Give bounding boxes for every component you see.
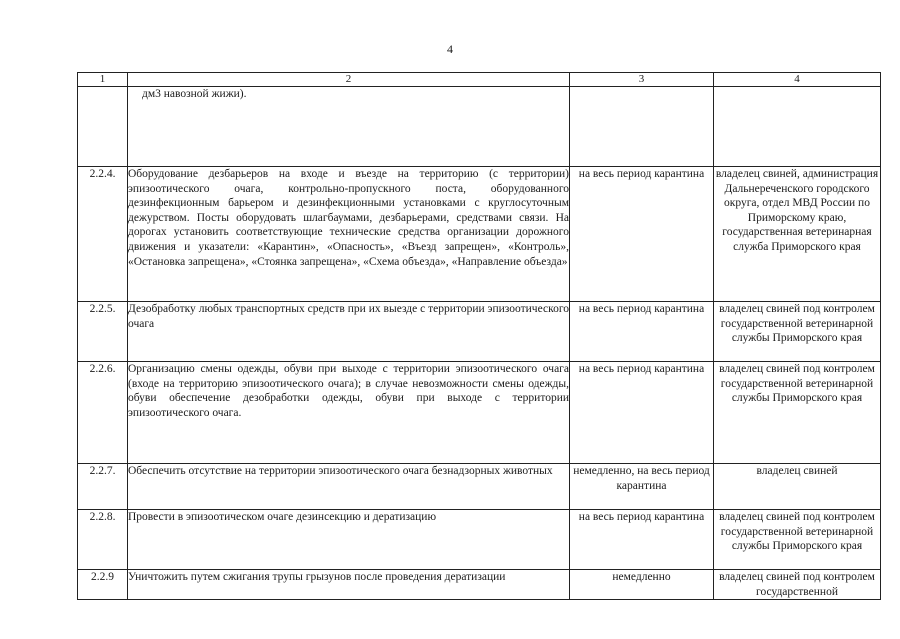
table-row: [78, 362, 881, 464]
table-row: [78, 464, 881, 510]
term-cell: на весь период карантина: [570, 510, 714, 570]
page-number: 4: [447, 42, 453, 56]
table-row: [78, 302, 881, 362]
row-number: 2.2.5.: [78, 302, 128, 362]
table-row: [78, 167, 881, 302]
row-number: 2.2.8.: [78, 510, 128, 570]
table-row: [78, 87, 881, 167]
term-cell: немедленно: [570, 570, 714, 600]
term-cell: на весь период карантина: [570, 167, 714, 302]
row-number: 2.2.6.: [78, 362, 128, 464]
table-row: [78, 510, 881, 570]
row-number: 2.2.9: [78, 570, 128, 600]
responsible-cell: владелец свиней: [714, 464, 881, 510]
measure-text: Уничтожить путем сжигания трупы грызунов после проведения дератизации: [128, 570, 570, 600]
responsible-cell: владелец свиней, администрация Дальнереченского городского округа, отдел МВД России по Приморскому краю, государственная ветеринарная служба Приморского края: [714, 167, 881, 302]
header-row: [78, 73, 881, 87]
row-number: 2.2.4.: [78, 167, 128, 302]
measure-text: Провести в эпизоотическом очаге дезинсекцию и дератизацию: [128, 510, 570, 570]
continued-text: дм3 навозной жижи).: [142, 88, 247, 100]
measure-text: [128, 87, 570, 167]
table-row: [78, 570, 881, 600]
responsible-cell: владелец свиней под контролем государственной ветеринарной службы Приморского края: [714, 302, 881, 362]
term-cell: на весь период карантина: [570, 302, 714, 362]
header-cell-1: 1: [78, 73, 128, 87]
responsible-cell: владелец свиней под контролем государственной ветеринарной службы Приморского края: [714, 362, 881, 464]
measure-text: Оборудование дезбарьеров на входе и въезде на территорию (с территории) эпизоотического очага, контрольно-пропускного поста, оборудованного дезинфекционным барьером и дезинфекционными установками с круглосуточным дежурством. Посты оборудовать шлагбаумами, дезбарьерами, средствами связи. На дорогах установить соответствующие технические средства организации дорожного движения и указатели: «Карантин», «Опасность», «Въезд запрещен», «Контроль», «Остановка запрещена», «Стоянка запрещена», «Схема объезда», «Направление объезда»: [128, 167, 570, 302]
header-cell-4: 4: [714, 73, 881, 87]
term-cell: [570, 87, 714, 167]
header-cell-3: 3: [570, 73, 714, 87]
measure-text: Организацию смены одежды, обуви при выходе с территории эпизоотического очага (входе на территорию эпизоотического очага); в случае невозможности смены одежды, обуви обеспечение дезобработки одежды, обуви при выходе с территории эпизоотического очага.: [128, 362, 570, 464]
responsible-cell: владелец свиней под контролем государственной: [714, 570, 881, 600]
header-cell-2: 2: [128, 73, 570, 87]
term-cell: немедленно, на весь период карантина: [570, 464, 714, 510]
measure-text: Дезобработку любых транспортных средств при их выезде с территории эпизоотического очага: [128, 302, 570, 362]
row-number: [78, 87, 128, 167]
measures-table: [77, 72, 881, 600]
row-number: 2.2.7.: [78, 464, 128, 510]
measure-text: Обеспечить отсутствие на территории эпизоотического очага безнадзорных животных: [128, 464, 570, 510]
responsible-cell: [714, 87, 881, 167]
term-cell: на весь период карантина: [570, 362, 714, 464]
responsible-cell: владелец свиней под контролем государственной ветеринарной службы Приморского края: [714, 510, 881, 570]
